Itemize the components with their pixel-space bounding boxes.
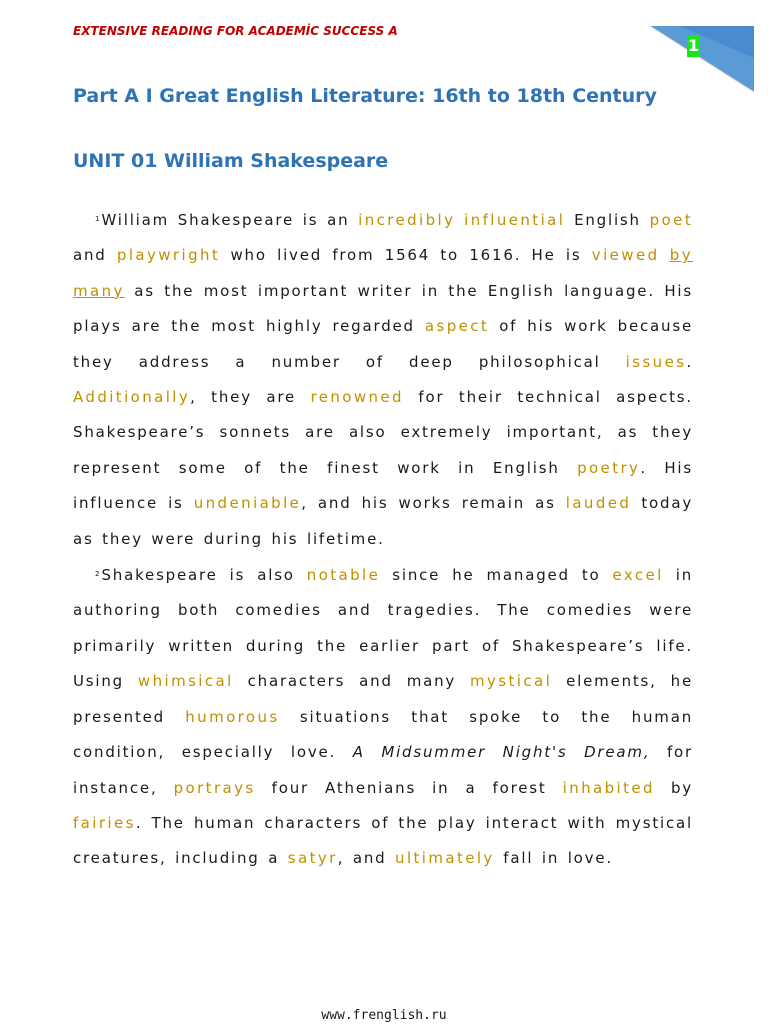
vocabulary-keyword: aspect [424, 317, 490, 336]
vocabulary-keyword: mystical [470, 672, 553, 691]
vocabulary-keyword: fairies [73, 813, 136, 832]
vocabulary-keyword: humorous [185, 707, 280, 726]
body-text: fall in love. [494, 849, 613, 868]
paragraph [73, 557, 693, 877]
body-text: English [565, 211, 650, 229]
body-text: , they are [190, 388, 311, 407]
paragraph-number: 1 [95, 215, 100, 223]
body-text: of his work because they address a number of deep philosophical [73, 317, 694, 371]
body-text: as the most important writer in the English language. His plays are the most highly regarded [73, 281, 693, 336]
body-text [455, 211, 464, 229]
body-text: four Athenians in a forest [255, 778, 563, 797]
vocabulary-keyword: poet [649, 211, 694, 229]
body-text: situations that spoke to the human condition, especially love. [73, 707, 693, 762]
body-text: since he managed to [380, 566, 613, 585]
body-text: , and [337, 849, 396, 868]
vocabulary-keyword: issues [625, 352, 687, 371]
paragraph-number: 2 [95, 570, 100, 579]
vocabulary-keyword: undeniable [193, 494, 302, 513]
footer-url[interactable]: www.frenglish.ru [321, 1008, 447, 1023]
body-text: characters and many [233, 672, 471, 691]
body-text: , and his works remain as [301, 494, 566, 513]
vocabulary-keyword: poetry [577, 458, 641, 477]
vocabulary-keyword: satyr [287, 849, 338, 868]
vocabulary-keyword: viewed [591, 246, 660, 265]
part-heading: Part A I Great English Literature: 16th to 18th Century [73, 85, 657, 107]
body-text: . His influence is [73, 458, 693, 513]
vocabulary-keyword: ultimately [395, 849, 495, 868]
reading-passage [73, 202, 693, 877]
vocabulary-keyword: excel [612, 566, 664, 585]
paragraph [73, 202, 693, 557]
body-text: today as they were during his lifetime. [73, 494, 693, 548]
vocabulary-keyword: playwright [116, 246, 221, 265]
body-text [660, 246, 670, 264]
document-header-title: EXTENSIVE READING FOR ACADEMİC SUCCESS A [73, 24, 398, 38]
vocabulary-keyword: inhabited [562, 778, 655, 797]
body-text: Shakespeare is also [101, 566, 307, 585]
body-text: . The human characters of the play interact with mystical creatures, including a [73, 813, 693, 868]
body-text: for instance, [73, 743, 694, 797]
vocabulary-keyword: by many [73, 246, 693, 300]
unit-heading: UNIT 01 William Shakespeare [73, 150, 389, 172]
vocabulary-keyword: Additionally [73, 388, 191, 407]
vocabulary-keyword: incredibly [358, 211, 456, 229]
body-text: elements, he presented [73, 672, 694, 726]
vocabulary-keyword: renowned [310, 388, 404, 407]
body-text: for their technical aspects. Shakespeare’s sonnets are also extremely important, as they represent some of the finest work in English [73, 388, 693, 477]
vocabulary-keyword: lauded [565, 494, 632, 513]
vocabulary-keyword: notable [306, 566, 381, 585]
body-text: by [654, 778, 693, 797]
body-text: who lived from 1564 to 1616. He is [220, 246, 592, 265]
body-text: in authoring both comedies and tragedies. The comedies were primarily written during the earlier part of Shakespeare’s life. Using [73, 566, 694, 691]
body-text: and [73, 246, 117, 265]
vocabulary-keyword: portrays [173, 778, 256, 797]
body-text: . [686, 352, 693, 371]
vocabulary-keyword: whimsical [137, 672, 234, 691]
body-text: William Shakespeare is an [101, 211, 359, 229]
page-number-badge: 1 [687, 36, 700, 55]
italic-title: A Midsummer Night's Dream, [352, 743, 651, 762]
vocabulary-keyword: influential [464, 211, 566, 229]
